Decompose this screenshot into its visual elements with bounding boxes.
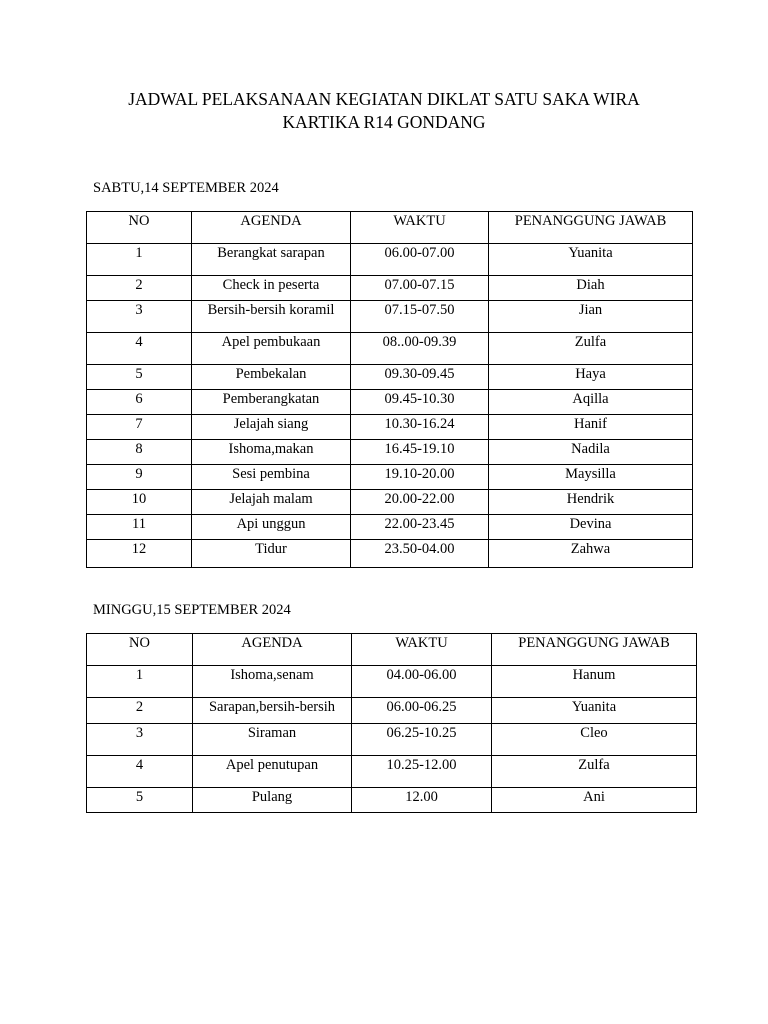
table-row: [87, 724, 697, 756]
cell-waktu: 09.30-09.45: [351, 365, 489, 390]
cell-waktu: 07.15-07.50: [351, 301, 489, 333]
cell-penanggung-jawab: Yuanita: [492, 698, 697, 724]
cell-agenda: Ishoma,senam: [193, 666, 352, 698]
cell-no: 9: [87, 465, 192, 490]
column-header-waktu: WAKTU: [351, 212, 489, 244]
cell-no: 6: [87, 390, 192, 415]
table-row: [87, 301, 693, 333]
table-row: [87, 788, 697, 813]
table-row: [87, 390, 693, 415]
document-title-line-1: JADWAL PELAKSANAAN KEGIATAN DIKLAT SATU SAKA WIRA: [128, 89, 640, 109]
cell-no: 8: [87, 440, 192, 465]
day-heading-saturday: SABTU,14 SEPTEMBER 2024: [93, 180, 279, 196]
table-row: [87, 415, 693, 440]
cell-no: 2: [87, 698, 193, 724]
table-row: [87, 515, 693, 540]
table-row: [87, 276, 693, 301]
cell-waktu: 20.00-22.00: [351, 490, 489, 515]
table-header-row: [87, 634, 697, 666]
column-header-waktu: WAKTU: [352, 634, 492, 666]
cell-penanggung-jawab: Ani: [492, 788, 697, 813]
cell-waktu: 22.00-23.45: [351, 515, 489, 540]
cell-penanggung-jawab: Zahwa: [489, 540, 693, 568]
cell-penanggung-jawab: Zulfa: [492, 756, 697, 788]
document-title-line-2: KARTIKA R14 GONDANG: [282, 112, 486, 132]
table-row: [87, 333, 693, 365]
table-row: [87, 244, 693, 276]
cell-agenda: Jelajah siang: [192, 415, 351, 440]
cell-agenda: Apel pembukaan: [192, 333, 351, 365]
cell-agenda: Sesi pembina: [192, 465, 351, 490]
cell-no: 5: [87, 788, 193, 813]
cell-penanggung-jawab: Devina: [489, 515, 693, 540]
cell-penanggung-jawab: Haya: [489, 365, 693, 390]
cell-agenda: Siraman: [193, 724, 352, 756]
table-row: [87, 756, 697, 788]
cell-waktu: 10.30-16.24: [351, 415, 489, 440]
cell-penanggung-jawab: Maysilla: [489, 465, 693, 490]
table-row: [87, 540, 693, 568]
column-header-penanggung-jawab: PENANGGUNG JAWAB: [489, 212, 693, 244]
cell-waktu: 06.00-06.25: [352, 698, 492, 724]
cell-waktu: 10.25-12.00: [352, 756, 492, 788]
cell-penanggung-jawab: Yuanita: [489, 244, 693, 276]
cell-no: 4: [87, 756, 193, 788]
cell-agenda: Pemberangkatan: [192, 390, 351, 415]
cell-waktu: 04.00-06.00: [352, 666, 492, 698]
day-heading-sunday: MINGGU,15 SEPTEMBER 2024: [93, 602, 291, 618]
cell-agenda: Check in peserta: [192, 276, 351, 301]
cell-agenda: Ishoma,makan: [192, 440, 351, 465]
table-header-row: [87, 212, 693, 244]
table-row: [87, 365, 693, 390]
column-header-no: NO: [87, 634, 193, 666]
schedule-table-saturday: [86, 211, 693, 568]
cell-no: 10: [87, 490, 192, 515]
cell-penanggung-jawab: Cleo: [492, 724, 697, 756]
cell-waktu: 07.00-07.15: [351, 276, 489, 301]
cell-agenda: Pembekalan: [192, 365, 351, 390]
table-row: [87, 465, 693, 490]
cell-agenda: Api unggun: [192, 515, 351, 540]
cell-no: 3: [87, 301, 192, 333]
cell-penanggung-jawab: Aqilla: [489, 390, 693, 415]
table-row: [87, 490, 693, 515]
cell-agenda: Berangkat sarapan: [192, 244, 351, 276]
cell-agenda: Sarapan,bersih-bersih: [193, 698, 352, 724]
column-header-penanggung-jawab: PENANGGUNG JAWAB: [492, 634, 697, 666]
cell-no: 4: [87, 333, 192, 365]
cell-penanggung-jawab: Jian: [489, 301, 693, 333]
cell-penanggung-jawab: Nadila: [489, 440, 693, 465]
cell-no: 1: [87, 244, 192, 276]
table-row: [87, 698, 697, 724]
cell-no: 2: [87, 276, 192, 301]
cell-agenda: Tidur: [192, 540, 351, 568]
cell-waktu: 09.45-10.30: [351, 390, 489, 415]
cell-no: 12: [87, 540, 192, 568]
table-row: [87, 440, 693, 465]
cell-waktu: 06.00-07.00: [351, 244, 489, 276]
cell-penanggung-jawab: Zulfa: [489, 333, 693, 365]
cell-agenda: Apel penutupan: [193, 756, 352, 788]
column-header-agenda: AGENDA: [192, 212, 351, 244]
cell-waktu: 23.50-04.00: [351, 540, 489, 568]
cell-waktu: 06.25-10.25: [352, 724, 492, 756]
cell-penanggung-jawab: Diah: [489, 276, 693, 301]
cell-waktu: 19.10-20.00: [351, 465, 489, 490]
cell-agenda: Jelajah malam: [192, 490, 351, 515]
column-header-no: NO: [87, 212, 192, 244]
cell-no: 5: [87, 365, 192, 390]
column-header-agenda: AGENDA: [193, 634, 352, 666]
cell-no: 7: [87, 415, 192, 440]
cell-agenda: Pulang: [193, 788, 352, 813]
cell-penanggung-jawab: Hendrik: [489, 490, 693, 515]
cell-waktu: 12.00: [352, 788, 492, 813]
schedule-table-sunday: [86, 633, 697, 813]
cell-agenda: Bersih-bersih koramil: [192, 301, 351, 333]
cell-waktu: 08..00-09.39: [351, 333, 489, 365]
cell-waktu: 16.45-19.10: [351, 440, 489, 465]
cell-no: 3: [87, 724, 193, 756]
cell-penanggung-jawab: Hanif: [489, 415, 693, 440]
cell-no: 1: [87, 666, 193, 698]
cell-no: 11: [87, 515, 192, 540]
cell-penanggung-jawab: Hanum: [492, 666, 697, 698]
table-row: [87, 666, 697, 698]
